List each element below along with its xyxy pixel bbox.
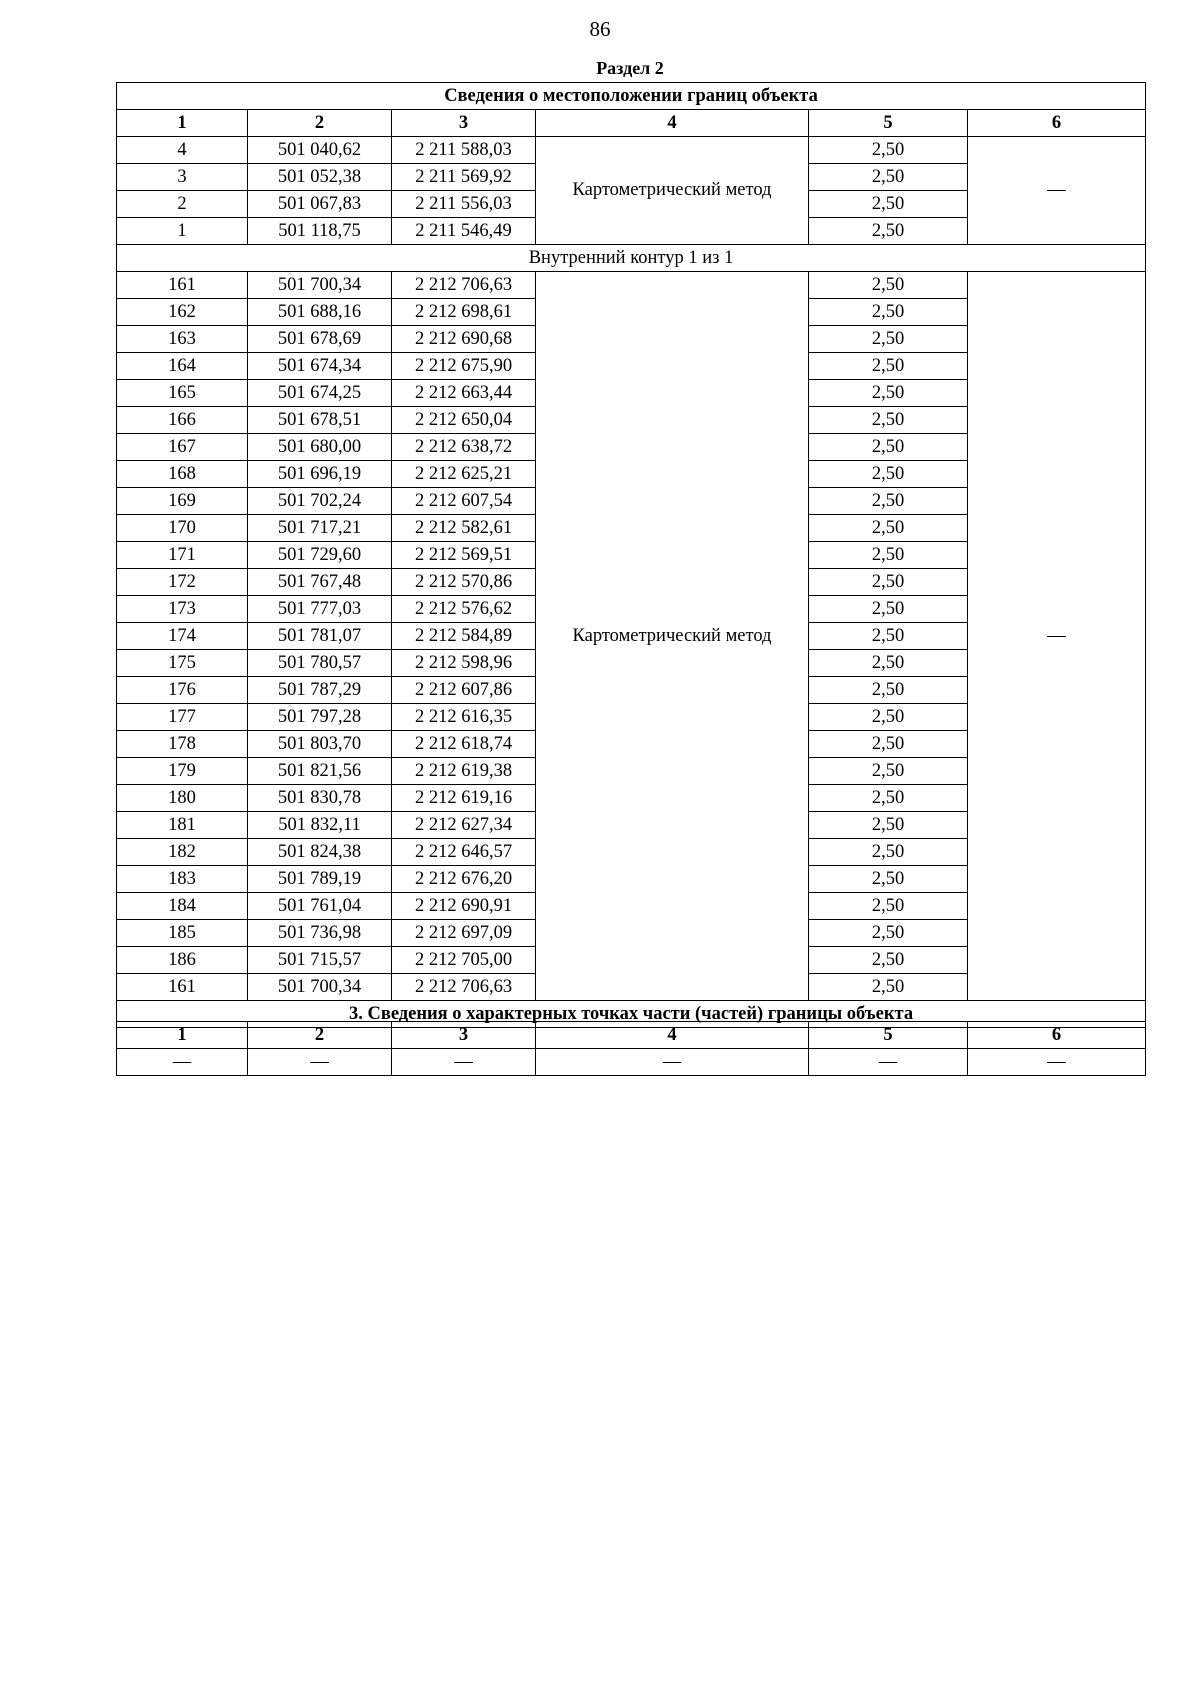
coord-x: 501 717,21 [248,515,392,542]
coord-x: 501 781,07 [248,623,392,650]
column-number: 5 [809,1022,968,1049]
column-number: 1 [117,110,248,137]
point-number: 165 [117,380,248,407]
accuracy: 2,50 [809,839,968,866]
point-number: 164 [117,353,248,380]
coord-y: 2 212 675,90 [392,353,536,380]
column-number: 5 [809,110,968,137]
coord-y: 2 212 706,63 [392,974,536,1001]
method-cell: Картометрический метод [536,272,809,1001]
coord-x: 501 797,28 [248,704,392,731]
column-number: 4 [536,1022,809,1049]
point-number: 180 [117,785,248,812]
point-number: 171 [117,542,248,569]
accuracy: 2,50 [809,731,968,758]
coord-x: 501 700,34 [248,974,392,1001]
accuracy: 2,50 [809,515,968,542]
point-number: 178 [117,731,248,758]
point-number: 168 [117,461,248,488]
point-number: 2 [117,191,248,218]
point-number: 181 [117,812,248,839]
coord-y: 2 212 646,57 [392,839,536,866]
accuracy: 2,50 [809,650,968,677]
column-number: 2 [248,1022,392,1049]
coord-y: 2 212 619,16 [392,785,536,812]
point-number: 4 [117,137,248,164]
accuracy: 2,50 [809,353,968,380]
point-number: 167 [117,434,248,461]
coord-x: 501 780,57 [248,650,392,677]
section3-empty-row [117,1049,1146,1076]
column-number: 3 [392,1022,536,1049]
coord-y: 2 212 618,74 [392,731,536,758]
table-row [117,137,1146,164]
point-number: 177 [117,704,248,731]
coord-y: 2 212 607,86 [392,677,536,704]
point-number: 161 [117,974,248,1001]
table-row [117,272,1146,299]
point-number: 185 [117,920,248,947]
coord-y: 2 212 625,21 [392,461,536,488]
coord-x: 501 761,04 [248,893,392,920]
coord-x: 501 052,38 [248,164,392,191]
column-number-row [117,110,1146,137]
point-number: 170 [117,515,248,542]
point-number: 163 [117,326,248,353]
coord-x: 501 118,75 [248,218,392,245]
column-number: 2 [248,110,392,137]
coord-y: 2 212 607,54 [392,488,536,515]
point-number: 184 [117,893,248,920]
accuracy: 2,50 [809,785,968,812]
coord-y: 2 212 650,04 [392,407,536,434]
coord-y: 2 212 576,62 [392,596,536,623]
coord-x: 501 821,56 [248,758,392,785]
coord-y: 2 212 690,91 [392,893,536,920]
coord-y: 2 212 582,61 [392,515,536,542]
coord-x: 501 678,69 [248,326,392,353]
inner-contour-row [117,245,1146,272]
coord-x: 501 729,60 [248,542,392,569]
accuracy: 2,50 [809,893,968,920]
accuracy: 2,50 [809,137,968,164]
coord-x: 501 824,38 [248,839,392,866]
col6-cell: — [968,137,1146,245]
point-number: 186 [117,947,248,974]
accuracy: 2,50 [809,974,968,1001]
column-number: 3 [392,110,536,137]
section-title: Раздел 2 [596,58,664,78]
coord-y: 2 212 598,96 [392,650,536,677]
accuracy: 2,50 [809,326,968,353]
accuracy: 2,50 [809,947,968,974]
column-number: 1 [117,1022,248,1049]
accuracy: 2,50 [809,272,968,299]
coord-x: 501 832,11 [248,812,392,839]
coord-x: 501 688,16 [248,299,392,326]
coord-x: 501 736,98 [248,920,392,947]
point-number: 183 [117,866,248,893]
column-number: 4 [536,110,809,137]
coord-y: 2 212 570,86 [392,569,536,596]
coord-x: 501 067,83 [248,191,392,218]
coord-y: 2 212 638,72 [392,434,536,461]
accuracy: 2,50 [809,299,968,326]
point-number: 1 [117,218,248,245]
accuracy: 2,50 [809,434,968,461]
coord-y: 2 212 698,61 [392,299,536,326]
coord-y: 2 212 663,44 [392,380,536,407]
accuracy: 2,50 [809,191,968,218]
empty-cell: — [117,1049,248,1076]
accuracy: 2,50 [809,488,968,515]
coord-x: 501 674,34 [248,353,392,380]
coord-y: 2 211 588,03 [392,137,536,164]
accuracy: 2,50 [809,596,968,623]
accuracy: 2,50 [809,569,968,596]
coord-x: 501 787,29 [248,677,392,704]
accuracy: 2,50 [809,758,968,785]
coord-y: 2 212 705,00 [392,947,536,974]
coord-x: 501 702,24 [248,488,392,515]
coord-x: 501 674,25 [248,380,392,407]
empty-cell: — [968,1049,1146,1076]
coord-x: 501 040,62 [248,137,392,164]
coord-y: 2 211 569,92 [392,164,536,191]
empty-cell: — [248,1049,392,1076]
accuracy: 2,50 [809,866,968,893]
inner-contour-label: Внутренний контур 1 из 1 [117,245,1146,272]
coord-y: 2 212 616,35 [392,704,536,731]
coord-y: 2 212 627,34 [392,812,536,839]
table-title: Сведения о местоположении границ объекта [117,83,1146,110]
coord-x: 501 680,00 [248,434,392,461]
point-number: 162 [117,299,248,326]
coord-y: 2 212 584,89 [392,623,536,650]
coord-x: 501 700,34 [248,272,392,299]
empty-cell: — [809,1049,968,1076]
point-number: 179 [117,758,248,785]
coord-x: 501 678,51 [248,407,392,434]
coord-y: 2 212 706,63 [392,272,536,299]
col6-cell: — [968,272,1146,1001]
table-title-row [117,83,1146,110]
accuracy: 2,50 [809,623,968,650]
point-number: 175 [117,650,248,677]
accuracy: 2,50 [809,920,968,947]
coord-y: 2 211 546,49 [392,218,536,245]
page-number: 86 [589,17,611,41]
coord-x: 501 803,70 [248,731,392,758]
coord-y: 2 212 619,38 [392,758,536,785]
coord-y: 2 212 690,68 [392,326,536,353]
point-number: 182 [117,839,248,866]
coord-x: 501 767,48 [248,569,392,596]
accuracy: 2,50 [809,812,968,839]
method-cell: Картометрический метод [536,137,809,245]
empty-cell: — [536,1049,809,1076]
coord-x: 501 715,57 [248,947,392,974]
accuracy: 2,50 [809,218,968,245]
accuracy: 2,50 [809,164,968,191]
point-number: 174 [117,623,248,650]
coord-y: 2 212 697,09 [392,920,536,947]
point-number: 161 [117,272,248,299]
accuracy: 2,50 [809,407,968,434]
accuracy: 2,50 [809,677,968,704]
empty-cell: — [392,1049,536,1076]
boundary-table [116,82,1146,1028]
point-number: 172 [117,569,248,596]
accuracy: 2,50 [809,704,968,731]
coord-y: 2 212 569,51 [392,542,536,569]
coord-x: 501 830,78 [248,785,392,812]
section3-title: 3. Сведения о характерных точках части (частей) границы объекта [117,1001,1146,1028]
column-number: 6 [968,1022,1146,1049]
accuracy: 2,50 [809,380,968,407]
coord-x: 501 777,03 [248,596,392,623]
coord-y: 2 211 556,03 [392,191,536,218]
coord-y: 2 212 676,20 [392,866,536,893]
accuracy: 2,50 [809,542,968,569]
point-number: 166 [117,407,248,434]
coord-x: 501 696,19 [248,461,392,488]
column-number: 6 [968,110,1146,137]
point-number: 176 [117,677,248,704]
section3-column-number-row [117,1022,1146,1049]
accuracy: 2,50 [809,461,968,488]
point-number: 173 [117,596,248,623]
point-number: 169 [117,488,248,515]
part-points-table [116,1021,1146,1076]
coord-x: 501 789,19 [248,866,392,893]
point-number: 3 [117,164,248,191]
